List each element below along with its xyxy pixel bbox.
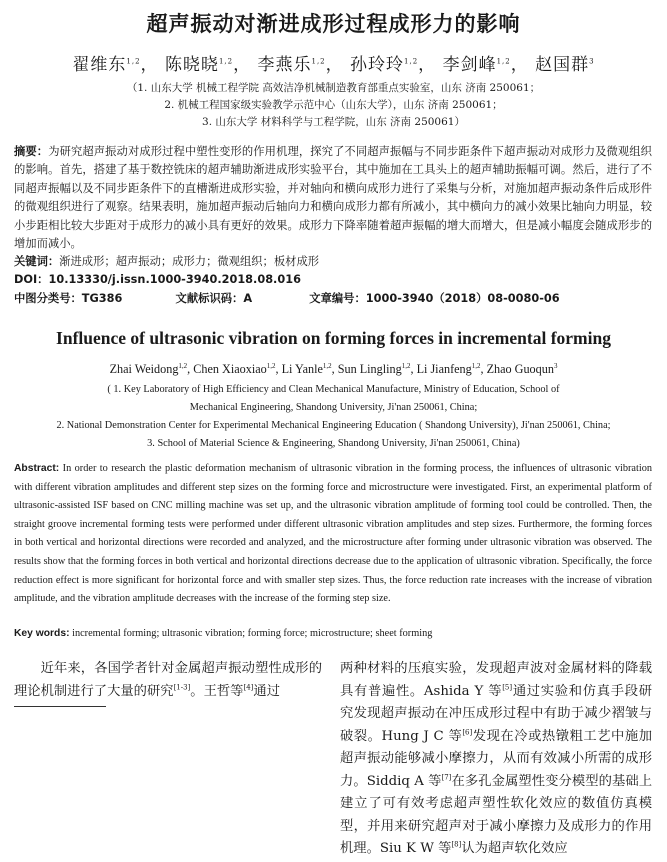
abstract-cn [14,143,652,253]
abstract-en-text: In order to research the plastic deformation mechanism of ultrasonic vibration in the forming process, the influences of ultrasonic vibration with different vibration amplitudes and different step sizes on the forming force and microstructure were investigated. First, an experimental platform of ultrasonic-assisted ISF based on CNC milling machine was set up, and the ultrasonic vibration amplitude of forming tool could be controlled. Then, the straight groove incremental forming tests were performed under different ultrasonic vibration amplitudes and step sizes. Furthermore, the forming forces in both vertical and horizontal directions were recorded and analyzed, and the microstructure after forming under ultrasonic vibration was observed. The results show that the forming forces in both vertical and horizontal directions decrease due to the application of ultrasonic vibration. Specifically, the force reduction effect is more significant for horizontal force and with smaller step sizes. Thus, the force reduction rate increases with the increase of vibration amplitude, and the vibration amplitude decreases with the increase of the forming step size. [14,463,652,605]
abstract-en-label: Abstract: [14,463,60,474]
author-en: Li Jianfeng [416,362,472,376]
author-cn: 翟维东 [72,55,127,75]
keywords-cn-text: 渐进成形；超声振动；成形力；微观组织；板材成形 [59,255,320,268]
affiliation-en-1: ( 1. Key Laboratory of High Efficiency and Clean Mechanical Manufacture, Ministry of Education, School of [107,384,560,395]
citation[interactable]: [8] [451,840,462,849]
author-cn: 陈晓晓 [164,55,219,75]
affiliation-cn-1: （1. 山东大学 机械工程学院 高效洁净机械制造教育部重点实验室，山东 济南 250061； [126,82,541,94]
body-column-left: 近年来，各国学者针对金属超声振动塑性成形的理论机制进行了大量的研究[1-3]。王哲等[4]通过 [14,661,322,699]
article-no-value: 1000-3940（2018）08-0080-06 [365,292,560,305]
author-en: Chen Xiaoxiao [193,362,267,376]
abstract-cn-label: 摘要： [14,145,49,158]
doi-value[interactable]: 10.13330/j.issn.1000-3940.2018.08.016 [48,273,301,286]
keywords-en-text: incremental forming; ultrasonic vibration; forming force; microstructure; sheet forming [72,628,433,639]
keywords-cn-label: 关键词： [14,255,60,268]
author-en: Zhai Weidong [109,362,179,376]
affiliation-en-2: 2. National Demonstration Center for Experimental Mechanical Engineering Education ( Shandong University), Ji'nan 250061, China; [56,420,611,431]
citation[interactable]: [4] [243,683,254,692]
keywords-en-label: Key words: [14,628,70,639]
citation[interactable]: [5] [502,683,513,692]
classification-line [14,290,560,306]
authors-cn: 翟维东$^{1,2}$， 陈晓晓$^{1,2}$， 李燕乐$^{1,2}$， 孙玲玲$^{1,2}$， 李剑峰$^{1,2}$， 赵国群$^3$ [72,55,595,75]
title-cn: 超声振动对渐进成形过程成形力的影响 [146,12,521,36]
doc-code-label: 文献标识码： [175,292,244,305]
body-column-right: 两种材料的压痕实验，发现超声波对金属材料的降载具有普遍性。Ashida Y 等[5]通过实验和仿真手段研究发现超声振动在冲压成形过程中有助于减少褶皱与破裂。Hung J C 等[6]发现在冷或热镦粗工艺中施加超声振动能够减小摩擦力，从而有效减小所需的成形力。Siddiq A 等[7]在多孔金属塑性变分模型的基础上建立了可有效考虑超声塑性软化效应的数值仿真模型，并用来研究超声对于减小摩擦力及成形力的作用机理。Siu K W 等[8]认为超声软化效应 [340,661,653,856]
affiliation-cn-3: 3. 山东大学 材料科学与工程学院，山东 济南 250061） [202,116,465,128]
doi-line [14,271,301,287]
author-en: Sun Lingling [337,362,402,376]
author-cn: 孙玲玲 [350,55,405,75]
author-en: Li Yanle [281,362,323,376]
author-cn: 赵国群 [535,55,590,75]
citation[interactable]: [7] [441,773,452,782]
doc-code-value: A [243,292,253,305]
abstract-cn-text: 为研究超声振动对成形过程中塑性变形的作用机理，探究了不同超声振幅与不同步距条件下超声振动对成形力及微观组织的影响。首先，搭建了基于数控铣床的超声辅助渐进成形实验平台，其中施加在工具头上的超声辅助振幅可调。然后，进行了不同超声振幅以及不同步距条件下的直槽渐进成形实验，并对轴向和横向成形力进行了采集与分析，对施加超声振动条件后成形件的微观组织进行了观察。结果表明，施加超声振动后轴向力和横向成形力都有所减小，其中横向力的减小效果比轴向力明显，较小步距相比较大步距对于成形力的减小具有更好的效果。成形力下降率随着超声振幅的增大而增大，但是减小幅度会随成形步的增加而减小。 [14,145,652,251]
citation[interactable]: [1-3] [173,683,191,692]
affiliation-en-3: 3. School of Material Science & Engineering, Shandong University, Ji'nan 250061, China) [147,438,520,449]
keywords-en [14,628,432,639]
affiliation-cn-2: 2. 机械工程国家级实验教学示范中心（山东大学），山东 济南 250061； [164,99,503,111]
doi-label: DOI： [14,273,49,286]
keywords-cn [14,253,319,269]
article-no-label: 文章编号： [309,292,366,305]
title-en: Influence of ultrasonic vibration on forming forces in incremental forming [56,328,611,348]
author-cn: 李剑峰 [442,55,497,75]
author-en: Zhao Guoqun [486,362,554,376]
citation[interactable]: [6] [462,728,473,737]
clc-value: TG386 [81,292,123,305]
author-cn: 李燕乐 [257,55,312,75]
footnote-rule [14,706,106,707]
clc-label: 中图分类号： [14,292,82,305]
authors-en: Zhai Weidong$^{1,2}$, Chen Xiaoxiao$^{1,2}$, Li Yanle$^{1,2}$, Sun Lingling$^{1,2}$, Li Jianfeng$^{1,2}$, Zhao Guoqun$^3$ [109,361,558,376]
affiliation-en-1-cont: Mechanical Engineering, Shandong University, Ji'nan 250061, China; [189,402,478,413]
abstract-en [14,460,652,609]
